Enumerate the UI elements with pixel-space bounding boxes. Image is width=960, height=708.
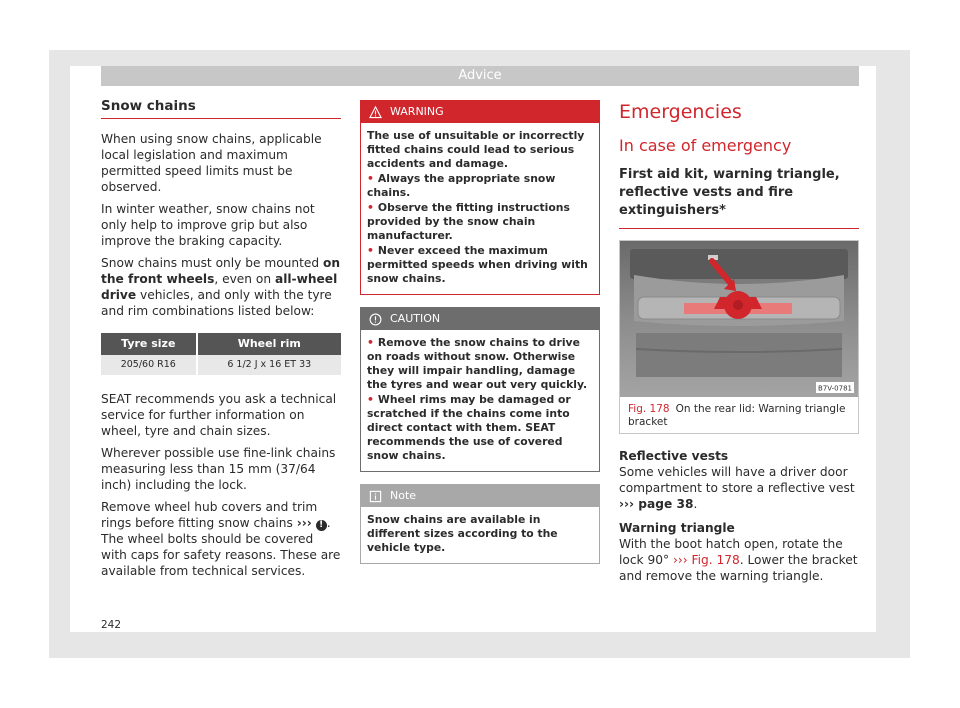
paragraph: Snow chains must only be mounted on the front wheels, even on all-wheel drive vehicles, and only with the tyre and rim combinations listed below: xyxy=(101,256,341,318)
paragraph: In winter weather, snow chains not only help to improve grip but also improve the braking capacity. xyxy=(101,202,315,248)
table-cell: 205/60 R16 xyxy=(101,355,197,375)
topic-heading: First aid kit, warning triangle, reflective vests and fire extinguishers* xyxy=(619,166,859,229)
caution-label: CAUTION xyxy=(390,312,441,325)
warning-triangle-heading: Warning triangle xyxy=(619,521,735,535)
page-38-link[interactable]: ››› page 38 xyxy=(619,497,694,511)
tyre-rim-table xyxy=(101,333,341,375)
list-item: • Remove the snow chains to drive on roads without snow. Otherwise they will impair handling, damage the tyres and wear out very quickly. xyxy=(367,336,588,391)
caution-body xyxy=(361,330,599,471)
table-cell: 6 1/2 J x 16 ET 33 xyxy=(197,355,341,375)
warning-header xyxy=(361,101,599,123)
page-number: 242 xyxy=(101,619,122,631)
fig-178-link[interactable]: ››› Fig. 178 xyxy=(672,553,740,567)
note-body xyxy=(361,507,599,563)
paragraph: When using snow chains, applicable local legislation and maximum permitted speed limits must be observed. xyxy=(101,132,322,194)
table-header: Wheel rim xyxy=(197,333,341,355)
warning-reference-link[interactable]: ››› xyxy=(296,516,312,530)
table-row xyxy=(101,355,341,375)
section-header: Advice xyxy=(101,66,859,86)
paragraph: With the boot hatch open, rotate the lock 90° ››› Fig. 178. Lower the bracket and remove the warning triangle. xyxy=(619,537,858,583)
chapter-title: Emergencies xyxy=(619,101,742,123)
safety-notes-column xyxy=(360,100,600,576)
figure-178 xyxy=(619,240,859,434)
paragraph: Remove wheel hub covers and trim rings before fitting snow chains ››› ! . The wheel bolts should be covered with caps for safety reasons. These are available from technical services. xyxy=(101,500,341,578)
note-text: Snow chains are available in different sizes according to the vehicle type. xyxy=(367,513,558,554)
warning-body xyxy=(361,123,599,294)
note-header xyxy=(361,485,599,507)
warning-triangle-bracket-illustration xyxy=(620,241,858,397)
list-item: • Never exceed the maximum permitted speeds when driving with snow chains. xyxy=(367,244,588,285)
warning-box xyxy=(360,100,600,295)
caution-header xyxy=(361,308,599,330)
paragraph: Wherever possible use fine-link chains measuring less than 15 mm (37/64 inch) including the lock. xyxy=(101,446,336,492)
emergency-body xyxy=(619,448,859,584)
figure-code: B7V-0781 xyxy=(818,384,852,393)
list-item: • Observe the fitting instructions provided by the snow chain manufacturer. xyxy=(367,201,570,242)
warning-intro: The use of unsuitable or incorrectly fitted chains could lead to serious accidents and damage. xyxy=(367,129,585,170)
info-icon xyxy=(369,490,382,503)
list-item: • Always the appropriate snow chains. xyxy=(367,172,556,199)
note-label: Note xyxy=(390,489,417,502)
table-header: Tyre size xyxy=(101,333,197,355)
warning-triangle-icon xyxy=(369,106,382,119)
list-item: • Wheel rims may be damaged or scratched if the chains come into direct contact with them. SEAT recommends the use of covered snow chains. xyxy=(367,393,571,462)
snow-chains-column xyxy=(101,98,341,585)
warning-exclamation-icon: ! xyxy=(316,520,327,531)
snow-chains-title: Snow chains xyxy=(101,98,341,119)
caution-box xyxy=(360,307,600,472)
note-box xyxy=(360,484,600,564)
warning-label: WARNING xyxy=(390,105,444,118)
caution-circle-icon xyxy=(369,313,382,326)
section-subtitle: In case of emergency xyxy=(619,136,792,155)
figure-caption: Fig. 178 On the rear lid: Warning triangle bracket xyxy=(628,403,846,428)
emergencies-column xyxy=(619,100,859,584)
paragraph: Some vehicles will have a driver door compartment to store a reflective vest ››› page 38. xyxy=(619,465,855,511)
figure-number: Fig. 178 xyxy=(628,403,670,415)
paragraph: SEAT recommends you ask a technical service for further information on wheel, tyre and chain sizes. xyxy=(101,392,337,438)
reflective-vests-heading: Reflective vests xyxy=(619,449,729,463)
